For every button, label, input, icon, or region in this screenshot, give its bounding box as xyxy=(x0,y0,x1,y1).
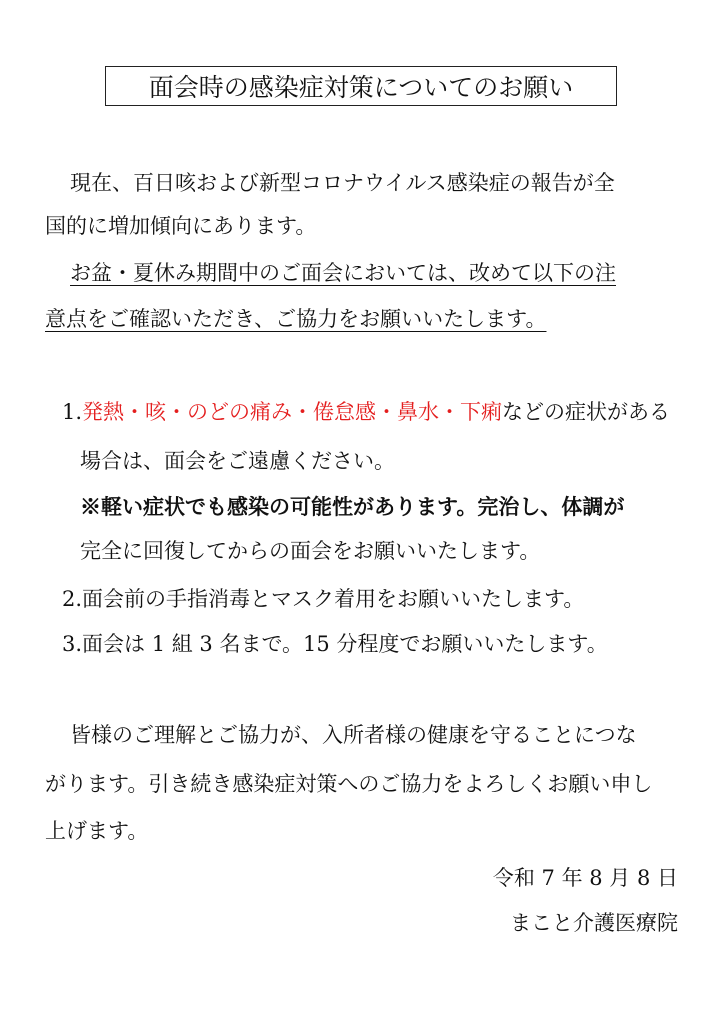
item2: 2.面会前の手指消毒とマスク着用をお願いいたします。 xyxy=(62,587,585,611)
note-line2: 完全に回復してからの面会をお願いいたします。 xyxy=(80,539,541,563)
closing-line2: がります。引き続き感染症対策へのご協力をよろしくお願い申し xyxy=(45,772,653,796)
item1-line1 xyxy=(62,398,670,426)
item1-number: 1. xyxy=(62,400,83,424)
closing-line3: 上げます。 xyxy=(45,819,149,843)
item3: 3.面会は 1 組 3 名まで。15 分程度でお願いいたします。 xyxy=(62,632,608,656)
intro-paragraph1-line1: 現在、百日咳および新型コロナウイルス感染症の報告が全 xyxy=(70,171,615,195)
item1-line2: 場合は、面会をご遠慮ください。 xyxy=(80,449,395,473)
intro-paragraph1-line2: 国的に増加傾向にあります。 xyxy=(45,214,317,238)
notice-title: 面会時の感染症対策についてのお願い xyxy=(105,66,617,106)
intro-paragraph2-line2: 意点をご確認いただき、ご協力をお願いいたします。 xyxy=(45,307,547,331)
intro-paragraph2-line1: お盆・夏休み期間中のご面会においては、改めて以下の注 xyxy=(70,261,616,285)
item1-rest: などの症状がある xyxy=(502,400,671,424)
issue-date: 令和 7 年 8 月 8 日 xyxy=(492,866,678,890)
note-line1: ※軽い症状でも感染の可能性があります。完治し、体調が xyxy=(80,494,625,519)
closing-line1: 皆様のご理解とご協力が、入所者様の健康を守ることにつな xyxy=(70,723,637,747)
item1-symptoms: 発熱・咳・のどの痛み・倦怠感・鼻水・下痢 xyxy=(82,400,503,424)
organization-name: まこと介護医療院 xyxy=(510,911,678,935)
